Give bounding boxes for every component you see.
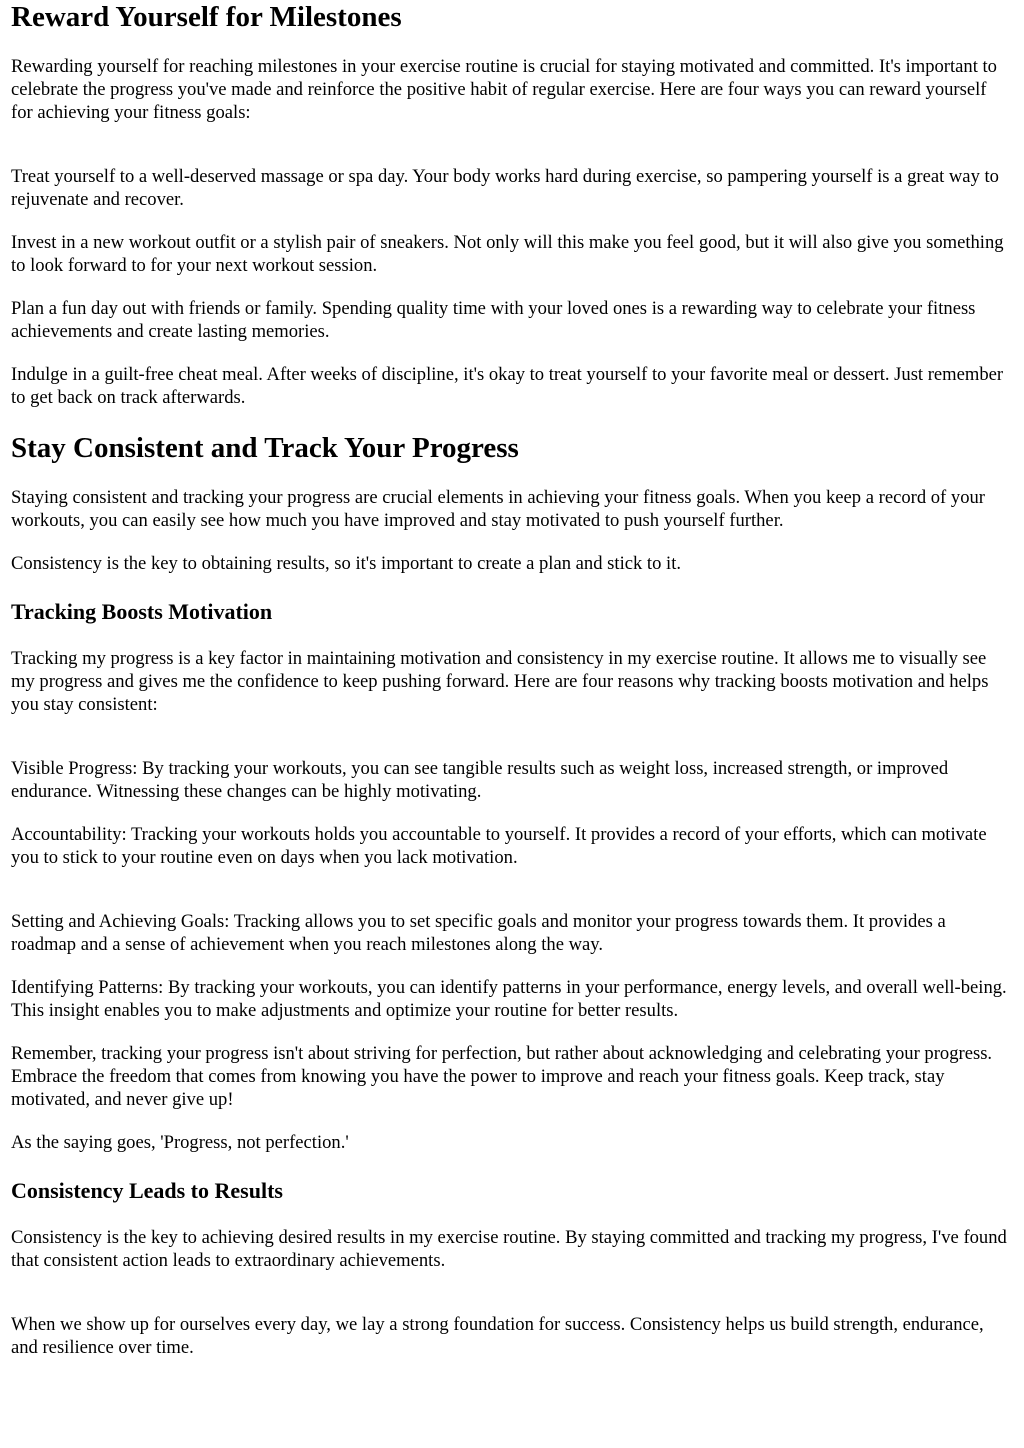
tracking-closing-paragraph: Remember, tracking your progress isn't about striving for perfection, but rather about acknowledging and celebrating your progress. Embrace the freedom that comes from knowing you have the power to improve and reach your fitness goals. Keep track, stay motivated, and never give up! [11, 1043, 993, 1110]
tracking-quote: As the saying goes, 'Progress, not perfection.' [11, 1132, 349, 1153]
consistent-paragraph-2: Consistency is the key to obtaining results, so it's important to create a plan and stick to it. [11, 553, 682, 574]
heading-stay-consistent: Stay Consistent and Track Your Progress [11, 432, 519, 464]
tracking-item-goals: Setting and Achieving Goals: Tracking allows you to set specific goals and monitor your progress towards them. It provides a roadmap and a sense of achievement when you reach milestones along the way. [11, 911, 946, 955]
results-paragraph-1: Consistency is the key to achieving desired results in my exercise routine. By staying committed and tracking my progress, I've found that consistent action leads to extraordinary achievements. [11, 1227, 1007, 1271]
tracking-intro-paragraph: Tracking my progress is a key factor in maintaining motivation and consistency in my exercise routine. It allows me to visually see my progress and gives me the confidence to keep pushing forward. Here are four reasons why tracking boosts motivation and helps you stay consistent: [11, 648, 989, 715]
heading-reward-yourself: Reward Yourself for Milestones [11, 1, 402, 33]
reward-item-massage: Treat yourself to a well-deserved massage or spa day. Your body works hard during exercise, so pampering yourself is a great way to rejuvenate and recover. [11, 166, 999, 210]
reward-intro-paragraph: Rewarding yourself for reaching milestones in your exercise routine is crucial for staying motivated and committed. It's important to celebrate the progress you've made and reinforce the positive habit of regular exercise. Here are four ways you can reward yourself for achieving your fitness goals: [11, 56, 997, 123]
heading-consistency-leads-to-results: Consistency Leads to Results [11, 1178, 283, 1203]
results-paragraph-2: When we show up for ourselves every day, we lay a strong foundation for success. Consistency helps us build strength, endurance, and resilience over time. [11, 1314, 984, 1358]
tracking-item-visible-progress: Visible Progress: By tracking your workouts, you can see tangible results such as weight loss, increased strength, or improved endurance. Witnessing these changes can be highly motivating. [11, 758, 949, 802]
heading-tracking-boosts-motivation: Tracking Boosts Motivation [11, 599, 273, 624]
tracking-item-patterns: Identifying Patterns: By tracking your workouts, you can identify patterns in your performance, energy levels, and overall well-being. This insight enables you to make adjustments and optimize your routine for better results. [11, 977, 1007, 1021]
reward-item-day-out: Plan a fun day out with friends or family. Spending quality time with your loved ones is a rewarding way to celebrate your fitness achievements and create lasting memories. [11, 298, 976, 342]
reward-item-outfit: Invest in a new workout outfit or a stylish pair of sneakers. Not only will this make you feel good, but it will also give you something to look forward to for your next workout session. [11, 232, 1004, 276]
reward-item-cheat-meal: Indulge in a guilt-free cheat meal. After weeks of discipline, it's okay to treat yourself to your favorite meal or dessert. Just remember to get back on track afterwards. [11, 364, 1004, 408]
tracking-item-accountability: Accountability: Tracking your workouts holds you accountable to yourself. It provides a record of your efforts, which can motivate you to stick to your routine even on days when you lack motivation. [11, 824, 987, 868]
consistent-paragraph-1: Staying consistent and tracking your progress are crucial elements in achieving your fitness goals. When you keep a record of your workouts, you can easily see how much you have improved and stay motivated to push yourself further. [11, 487, 985, 531]
